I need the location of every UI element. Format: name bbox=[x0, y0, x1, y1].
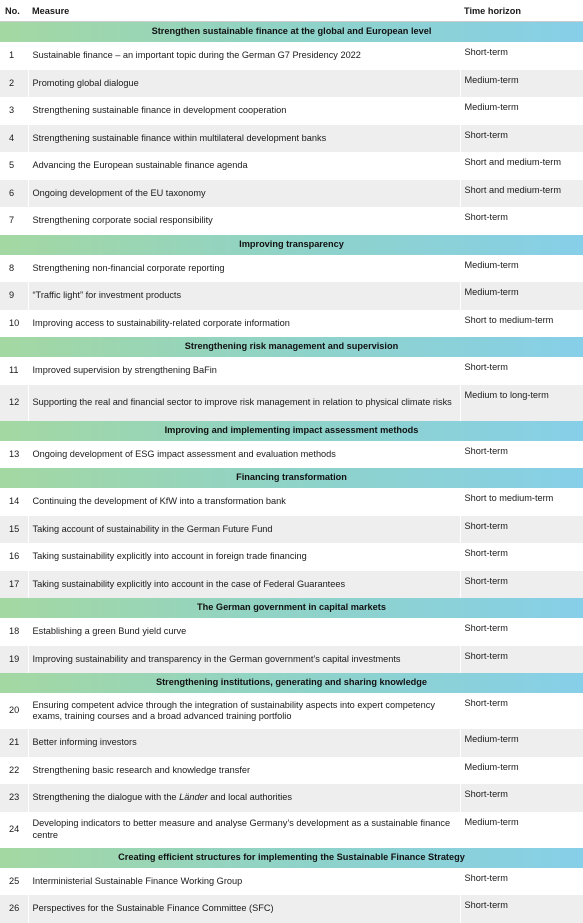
time-horizon: Short to medium-term bbox=[460, 488, 583, 516]
section-header bbox=[0, 468, 583, 488]
time-horizon: Short-term bbox=[460, 571, 583, 599]
measure-text: Taking sustainability explicitly into account in the case of Federal Guarantees bbox=[28, 571, 460, 599]
measure-number: 6 bbox=[0, 180, 28, 208]
measure-number: 18 bbox=[0, 618, 28, 646]
measure-number: 4 bbox=[0, 125, 28, 153]
measure-text-emphasis: Länder bbox=[179, 792, 208, 802]
table-row bbox=[0, 729, 583, 757]
table-row bbox=[0, 152, 583, 180]
table-row bbox=[0, 180, 583, 208]
table-row bbox=[0, 255, 583, 283]
measure-number: 17 bbox=[0, 571, 28, 599]
section-title: Strengthening institutions, generating and sharing knowledge bbox=[0, 673, 583, 693]
measure-number: 14 bbox=[0, 488, 28, 516]
header-time-horizon: Time horizon bbox=[464, 5, 521, 16]
table-row bbox=[0, 310, 583, 338]
measure-text-part: Strengthening the dialogue with the bbox=[32, 792, 180, 802]
measure-number: 12 bbox=[0, 385, 28, 421]
measure-text: Improved supervision by strengthening BaFin bbox=[28, 357, 460, 385]
measure-number: 2 bbox=[0, 70, 28, 98]
measure-text: Improving sustainability and transparency in the German government’s capital investments bbox=[28, 646, 460, 674]
time-horizon: Medium-term bbox=[460, 757, 583, 785]
measure-number: 24 bbox=[0, 812, 28, 848]
measure-text: Supporting the real and financial sector to improve risk management in relation to physical climate risks bbox=[28, 385, 460, 421]
time-horizon: Short-term bbox=[460, 543, 583, 571]
measure-number: 16 bbox=[0, 543, 28, 571]
measure-number: 22 bbox=[0, 757, 28, 785]
time-horizon: Short-term bbox=[460, 125, 583, 153]
measure-text: Advancing the European sustainable finance agenda bbox=[28, 152, 460, 180]
table-row bbox=[0, 571, 583, 599]
measure-number: 1 bbox=[0, 42, 28, 70]
table-row bbox=[0, 282, 583, 310]
measure-text: Ensuring competent advice through the integration of sustainability aspects into expert competency exams, training courses and a broad advanced training portfolio bbox=[28, 693, 460, 729]
measure-number: 10 bbox=[0, 310, 28, 338]
table-row bbox=[0, 488, 583, 516]
measure-text: Strengthening sustainable finance in development cooperation bbox=[28, 97, 460, 125]
measure-number: 21 bbox=[0, 729, 28, 757]
measure-text: Improving access to sustainability-related corporate information bbox=[28, 310, 460, 338]
section-header bbox=[0, 337, 583, 357]
time-horizon: Medium-term bbox=[460, 282, 583, 310]
section-header bbox=[0, 673, 583, 693]
section-title: Strengthen sustainable finance at the global and European level bbox=[0, 22, 583, 43]
measure-text: Establishing a green Bund yield curve bbox=[28, 618, 460, 646]
table-row bbox=[0, 125, 583, 153]
measure-text: Strengthening non-financial corporate reporting bbox=[28, 255, 460, 283]
header-no: No. bbox=[5, 5, 20, 16]
time-horizon: Medium-term bbox=[460, 255, 583, 283]
table-row bbox=[0, 385, 583, 421]
table-row bbox=[0, 812, 583, 848]
time-horizon: Medium-term bbox=[460, 70, 583, 98]
time-horizon: Short-term bbox=[460, 207, 583, 235]
measure-text: Ongoing development of ESG impact assessment and evaluation methods bbox=[28, 441, 460, 469]
time-horizon: Short-term bbox=[460, 618, 583, 646]
section-title: Financing transformation bbox=[0, 468, 583, 488]
measure-text: Perspectives for the Sustainable Finance Committee (SFC) bbox=[28, 895, 460, 923]
measure-text: Ongoing development of the EU taxonomy bbox=[28, 180, 460, 208]
table-row bbox=[0, 895, 583, 923]
measure-number: 26 bbox=[0, 895, 28, 923]
measure-number: 9 bbox=[0, 282, 28, 310]
table-body bbox=[0, 22, 583, 923]
time-horizon: Short-term bbox=[460, 895, 583, 923]
measure-number: 23 bbox=[0, 784, 28, 812]
table-row bbox=[0, 70, 583, 98]
measure-text: Better informing investors bbox=[28, 729, 460, 757]
time-horizon: Short-term bbox=[460, 784, 583, 812]
section-header bbox=[0, 421, 583, 441]
time-horizon: Medium to long-term bbox=[460, 385, 583, 421]
table-row bbox=[0, 357, 583, 385]
table-row bbox=[0, 618, 583, 646]
time-horizon: Short-term bbox=[460, 516, 583, 544]
time-horizon: Short and medium-term bbox=[460, 180, 583, 208]
table-row bbox=[0, 543, 583, 571]
table-row bbox=[0, 784, 583, 812]
measure-text: Interministerial Sustainable Finance Working Group bbox=[28, 868, 460, 896]
measure-text: Continuing the development of KfW into a transformation bank bbox=[28, 488, 460, 516]
measure-number: 3 bbox=[0, 97, 28, 125]
measure-text: Developing indicators to better measure and analyse Germany’s development as a sustainable finance centre bbox=[28, 812, 460, 848]
time-horizon: Medium-term bbox=[460, 97, 583, 125]
measure-number: 15 bbox=[0, 516, 28, 544]
measure-number: 7 bbox=[0, 207, 28, 235]
measure-text bbox=[28, 784, 460, 812]
measure-text: Taking sustainability explicitly into account in foreign trade financing bbox=[28, 543, 460, 571]
measure-number: 20 bbox=[0, 693, 28, 729]
time-horizon: Medium-term bbox=[460, 729, 583, 757]
table-row bbox=[0, 868, 583, 896]
measure-number: 11 bbox=[0, 357, 28, 385]
time-horizon: Short-term bbox=[460, 868, 583, 896]
section-title: Creating efficient structures for implementing the Sustainable Finance Strategy bbox=[0, 848, 583, 868]
header-measure: Measure bbox=[32, 5, 70, 16]
measure-text-part: and local authorities bbox=[207, 792, 292, 802]
section-title: Improving transparency bbox=[0, 235, 583, 255]
measure-number: 25 bbox=[0, 868, 28, 896]
measure-text: “Traffic light” for investment products bbox=[28, 282, 460, 310]
measure-number: 5 bbox=[0, 152, 28, 180]
section-title: Improving and implementing impact assessment methods bbox=[0, 421, 583, 441]
section-header bbox=[0, 235, 583, 255]
table-row bbox=[0, 646, 583, 674]
section-header bbox=[0, 598, 583, 618]
table-row bbox=[0, 441, 583, 469]
section-title: The German government in capital markets bbox=[0, 598, 583, 618]
time-horizon: Short-term bbox=[460, 441, 583, 469]
measure-text: Promoting global dialogue bbox=[28, 70, 460, 98]
measure-text: Taking account of sustainability in the German Future Fund bbox=[28, 516, 460, 544]
measure-text: Sustainable finance – an important topic during the German G7 Presidency 2022 bbox=[28, 42, 460, 70]
table-row bbox=[0, 207, 583, 235]
section-header bbox=[0, 848, 583, 868]
table-row bbox=[0, 693, 583, 729]
time-horizon: Short-term bbox=[460, 357, 583, 385]
time-horizon: Short to medium-term bbox=[460, 310, 583, 338]
time-horizon: Short and medium-term bbox=[460, 152, 583, 180]
measure-text: Strengthening corporate social responsibility bbox=[28, 207, 460, 235]
measure-text: Strengthening basic research and knowledge transfer bbox=[28, 757, 460, 785]
table-header bbox=[0, 0, 583, 22]
table-row bbox=[0, 757, 583, 785]
time-horizon: Medium-term bbox=[460, 812, 583, 848]
table-row bbox=[0, 97, 583, 125]
time-horizon: Short-term bbox=[460, 646, 583, 674]
section-header bbox=[0, 22, 583, 43]
table-row bbox=[0, 42, 583, 70]
measure-number: 8 bbox=[0, 255, 28, 283]
measure-text: Strengthening sustainable finance within multilateral development banks bbox=[28, 125, 460, 153]
measure-number: 19 bbox=[0, 646, 28, 674]
table-row bbox=[0, 516, 583, 544]
time-horizon: Short-term bbox=[460, 693, 583, 729]
time-horizon: Short-term bbox=[460, 42, 583, 70]
section-title: Strengthening risk management and supervision bbox=[0, 337, 583, 357]
measure-number: 13 bbox=[0, 441, 28, 469]
